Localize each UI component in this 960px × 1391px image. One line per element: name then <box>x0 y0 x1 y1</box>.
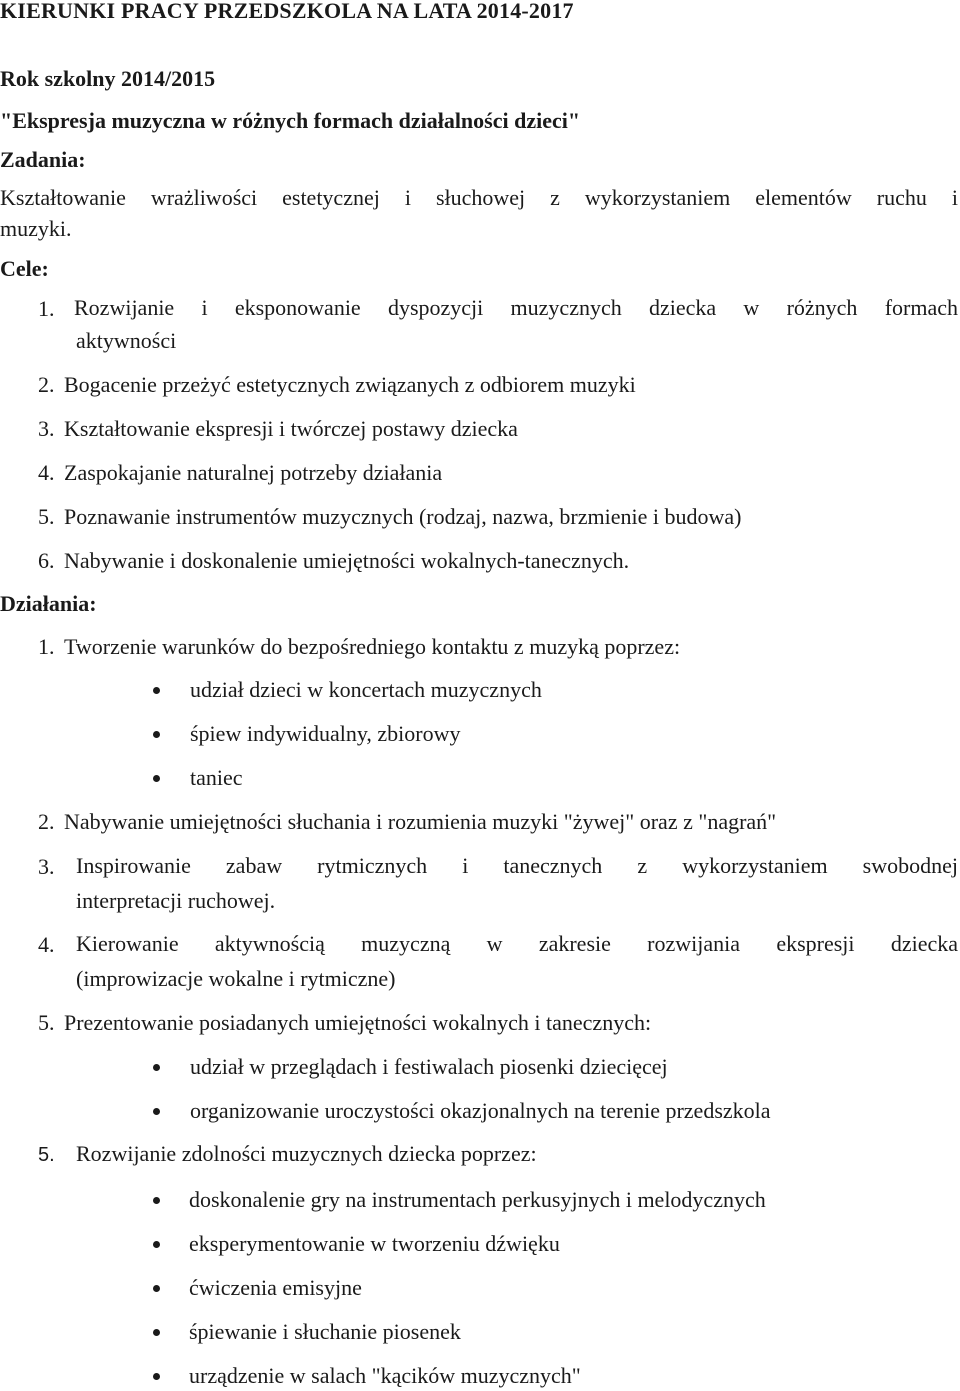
school-year: Rok szkolny 2014/2015 <box>0 66 216 91</box>
bullet-icon <box>153 1197 160 1204</box>
goal-number: 4. <box>38 460 55 485</box>
action-number: 2. <box>38 809 55 834</box>
bullet-icon <box>153 775 160 782</box>
goal-text: Bogacenie przeżyć estetycznych związanych z odbiorem muzyki <box>64 372 636 397</box>
action-number: 3. <box>38 854 55 879</box>
goal-number: 2. <box>38 372 55 397</box>
goal-text: Nabywanie i doskonalenie umiejętności wokalnych-tanecznych. <box>64 548 630 573</box>
tasks-heading: Zadania: <box>0 147 86 172</box>
action-text: Rozwijanie zdolności muzycznych dziecka poprzez: <box>76 1141 537 1166</box>
goal-text: Poznawanie instrumentów muzycznych (rodzaj, nazwa, brzmienie i budowa) <box>64 504 742 529</box>
action-number: 1. <box>38 634 55 659</box>
goal-text: Rozwijanie i eksponowanie dyspozycji muzycznych dziecka w różnych formach <box>74 295 958 320</box>
action-text-continued: (improwizacje wokalne i rytmiczne) <box>76 966 396 991</box>
action-text: Prezentowanie posiadanych umiejętności wokalnych i tanecznych: <box>64 1010 652 1035</box>
action-text-continued: interpretacji ruchowej. <box>76 888 276 913</box>
bullet-icon <box>153 1064 160 1071</box>
actions-heading: Działania: <box>0 591 97 616</box>
goal-number: 3. <box>38 416 55 441</box>
bullet-text: organizowanie uroczystości okazjonalnych na terenie przedszkola <box>190 1098 771 1123</box>
bullet-text: udział w przeglądach i festiwalach piosenki dziecięcej <box>190 1054 668 1079</box>
bullet-text: urządzenie w salach "kącików muzycznych" <box>189 1363 581 1388</box>
bullet-text: doskonalenie gry na instrumentach perkusyjnych i melodycznych <box>189 1187 766 1212</box>
goal-number: 5. <box>38 504 55 529</box>
action-number: 4. <box>38 932 55 957</box>
action-text: Kierowanie aktywnością muzyczną w zakresie rozwijania ekspresji dziecka <box>76 931 958 956</box>
bullet-icon <box>153 1241 160 1248</box>
bullet-icon <box>153 731 160 738</box>
bullet-icon <box>153 687 160 694</box>
bullet-text: śpiew indywidualny, zbiorowy <box>190 721 461 746</box>
bullet-text: udział dzieci w koncertach muzycznych <box>190 677 542 702</box>
tasks-text-line2: muzyki. <box>0 216 72 241</box>
bullet-text: ćwiczenia emisyjne <box>189 1275 362 1300</box>
bullet-text: śpiewanie i słuchanie piosenek <box>189 1319 461 1344</box>
bullet-text: taniec <box>190 765 243 790</box>
bullet-text: eksperymentowanie w tworzeniu dźwięku <box>189 1231 560 1256</box>
action-text: Tworzenie warunków do bezpośredniego kontaktu z muzyką poprzez: <box>64 634 681 659</box>
tasks-text-line1: Kształtowanie wrażliwości estetycznej i słuchowej z wykorzystaniem elementów ruchu i <box>0 185 958 210</box>
bullet-icon <box>153 1329 160 1336</box>
theme: "Ekspresja muzyczna w różnych formach działalności dzieci" <box>0 108 581 133</box>
action-number: 5. <box>38 1010 55 1035</box>
bullet-icon <box>153 1373 160 1380</box>
goal-number: 1. <box>38 296 55 321</box>
bullet-icon <box>153 1108 160 1115</box>
action-number: 5. <box>38 1144 55 1166</box>
action-text: Inspirowanie zabaw rytmicznych i tanecznych z wykorzystaniem swobodnej <box>76 853 958 878</box>
goal-text: Zaspokajanie naturalnej potrzeby działania <box>64 460 443 485</box>
document-title: KIERUNKI PRACY PRZEDSZKOLA NA LATA 2014-2017 <box>0 0 574 23</box>
goals-heading: Cele: <box>0 256 49 281</box>
goal-text-continued: aktywności <box>76 328 177 353</box>
bullet-icon <box>153 1285 160 1292</box>
action-text: Nabywanie umiejętności słuchania i rozumienia muzyki "żywej" oraz z "nagrań" <box>64 809 777 834</box>
goal-text: Kształtowanie ekspresji i twórczej postawy dziecka <box>64 416 518 441</box>
goal-number: 6. <box>38 548 55 573</box>
